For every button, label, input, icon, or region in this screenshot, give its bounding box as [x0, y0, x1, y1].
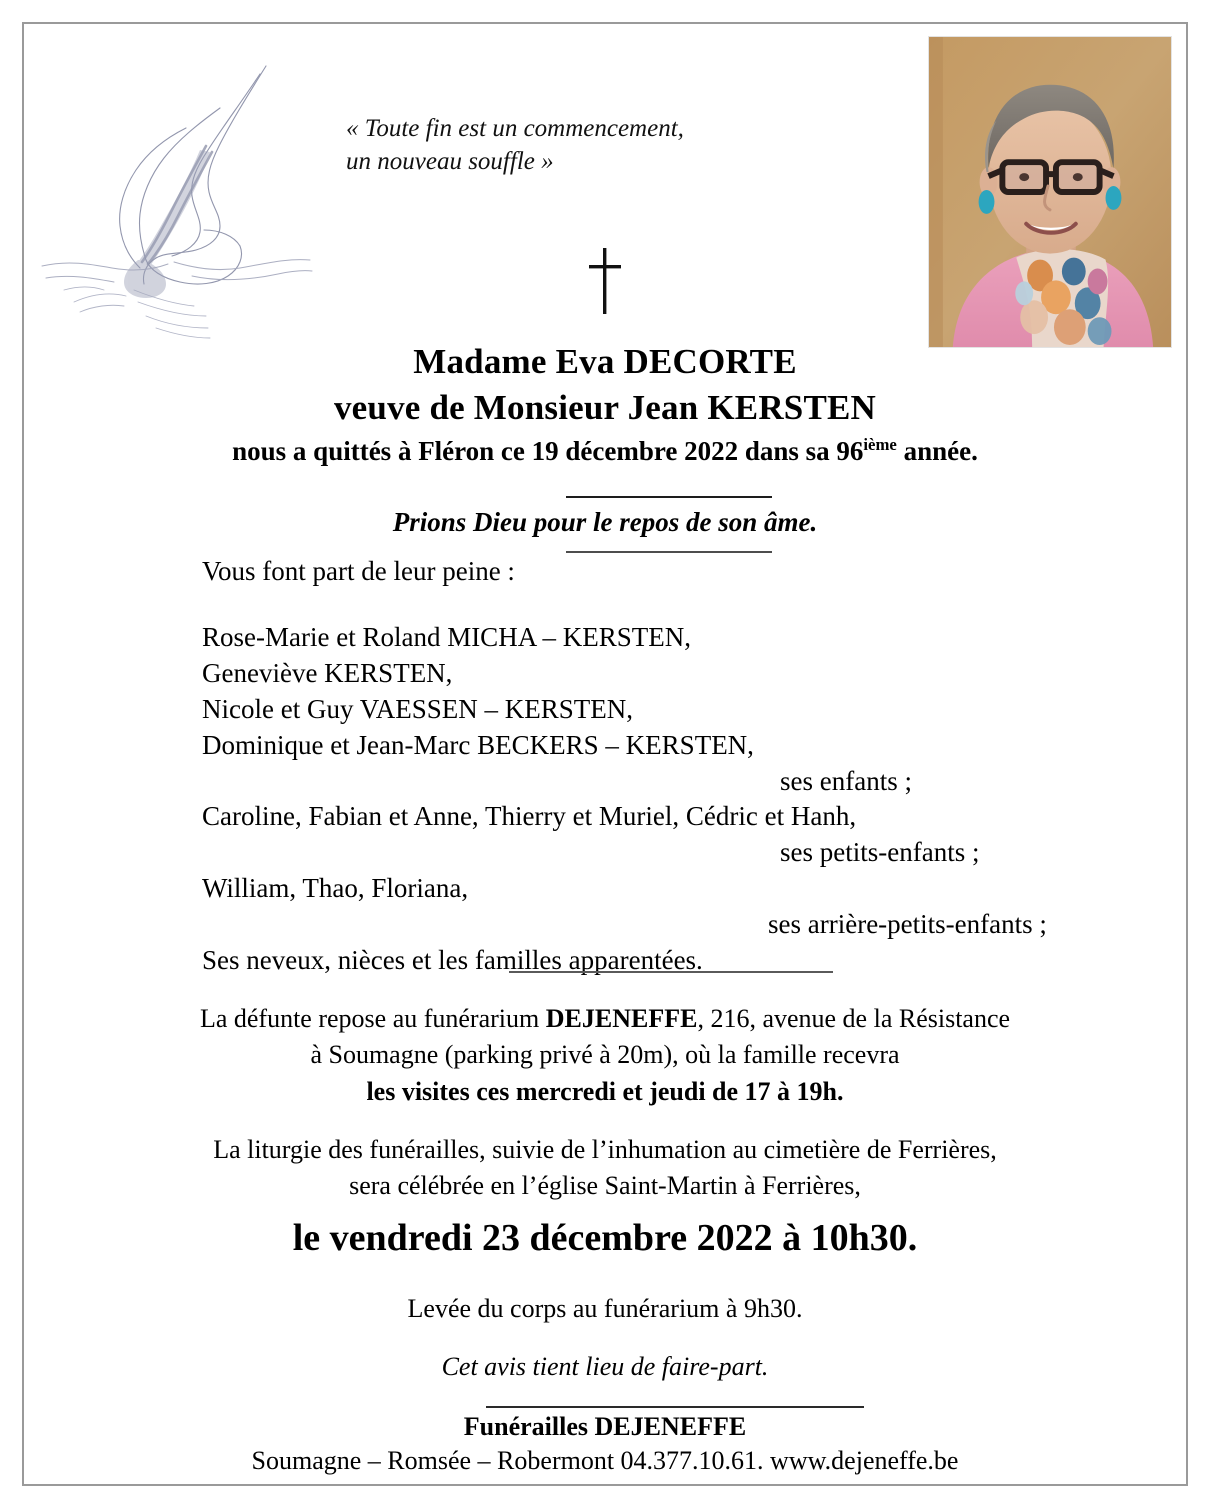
funerarium-company-name: DEJENEFFE: [545, 1004, 698, 1033]
death-announcement-line: [24, 433, 1186, 469]
liturgy-line-1: La liturgie des funérailles, suivie de l’inhumation au cimetière de Ferrières,: [213, 1135, 997, 1164]
funerarium-section: [24, 1001, 1186, 1110]
latin-cross-icon: [24, 246, 1186, 326]
notice-statement: Cet avis tient lieu de faire-part.: [441, 1352, 769, 1381]
funeral-home-name: Funérailles DEJENEFFE: [463, 1412, 747, 1441]
deceased-name: Madame Eva DECORTE: [413, 342, 797, 381]
visiting-hours: les visites ces mercredi et jeudi de 17 à 19h.: [366, 1076, 844, 1106]
funeral-home-contact: Soumagne – Romsée – Robermont 04.377.10.61. www.dejeneffe.be: [251, 1446, 959, 1475]
page-frame: [22, 22, 1188, 1486]
death-suffix: année.: [896, 436, 978, 466]
prayer-line: Prions Dieu pour le repos de son âme.: [392, 507, 818, 537]
death-age-ordinal: ième: [863, 435, 897, 454]
funerarium-line-1-suffix: , 216, avenue de la Résistance: [697, 1004, 1011, 1033]
funerarium-line-2: à Soumagne (parking privé à 20m), où la famille recevra: [310, 1039, 900, 1069]
grandchildren-relation-label: ses petits-enfants ;: [780, 837, 980, 868]
death-age: 96: [836, 436, 864, 466]
death-prefix: nous a quittés à Fléron ce 19 décembre 2022 dans sa: [232, 436, 837, 466]
notice-sheet: [24, 24, 1186, 1484]
children-relation-label: ses enfants ;: [780, 765, 912, 796]
grandchildren-names: Caroline, Fabian et Anne, Thierry et Muriel, Cédric et Hanh,: [202, 801, 857, 832]
great-grandchildren-names: William, Thao, Floriana,: [202, 873, 469, 904]
liturgy-line-2: sera célébrée en l’église Saint-Martin à Ferrières,: [349, 1170, 861, 1200]
list-item: Geneviève KERSTEN,: [202, 657, 453, 688]
body-lifting-line: Levée du corps au funérarium à 9h30.: [407, 1294, 803, 1323]
family-names: [202, 620, 1092, 979]
divider-above-footer: [486, 1406, 864, 1408]
family-intro: Vous font part de leur peine :: [202, 556, 515, 586]
divider-below-prayer: [566, 551, 772, 553]
epigraph: [346, 112, 766, 178]
ceremony-datetime-headline: le vendredi 23 décembre 2022 à 10h30.: [292, 1217, 918, 1259]
family-section: [202, 554, 1092, 979]
relatives-line: Ses neveux, nièces et les familles apparentées.: [202, 945, 703, 976]
list-item: Dominique et Jean-Marc BECKERS – KERSTEN,: [202, 729, 754, 760]
epigraph-line-2: un nouveau souffle »: [346, 148, 554, 175]
divider-above-prayer: [566, 496, 772, 498]
liturgy-section: [24, 1132, 1186, 1204]
deceased-title-block: [24, 339, 1186, 469]
deceased-spouse: veuve de Monsieur Jean KERSTEN: [333, 387, 877, 427]
list-item: Rose-Marie et Roland MICHA – KERSTEN,: [202, 621, 691, 652]
funerarium-line-1-prefix: La défunte repose au funérarium: [199, 1004, 546, 1033]
great-grandchildren-relation-label: ses arrière-petits-enfants ;: [768, 909, 1047, 940]
divider-below-family: [509, 971, 833, 973]
list-item: Nicole et Guy VAESSEN – KERSTEN,: [202, 693, 633, 724]
epigraph-line-1: « Toute fin est un commencement,: [346, 115, 684, 142]
